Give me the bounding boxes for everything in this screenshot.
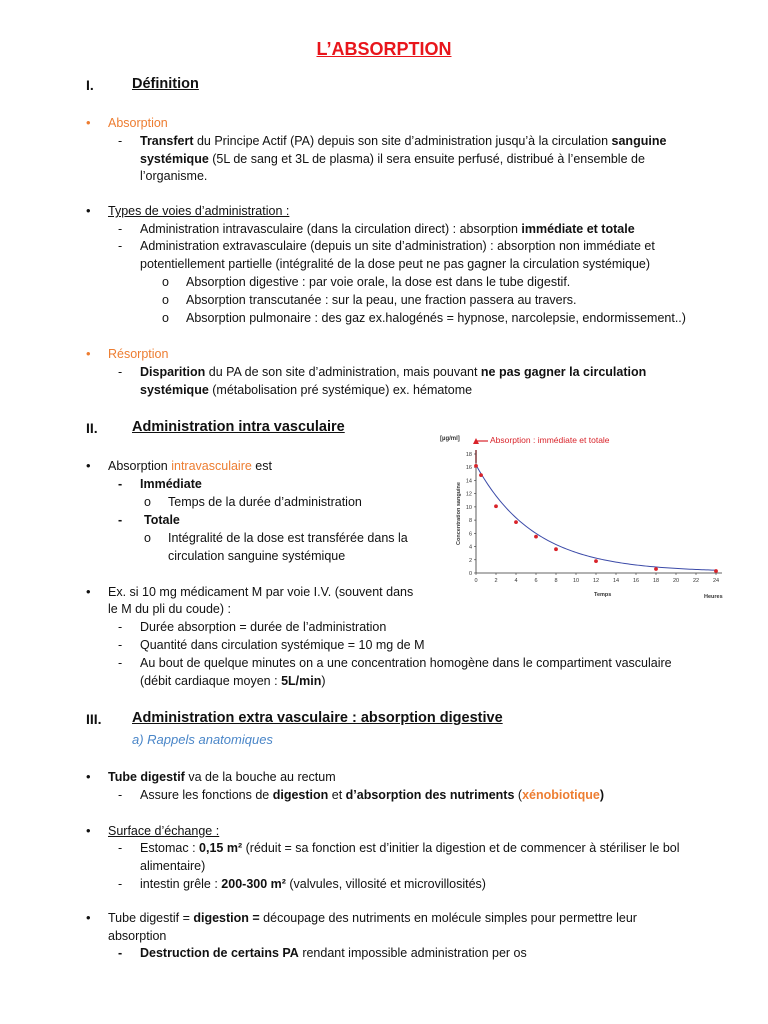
chart-x-tick-label: 0 [474,578,478,584]
td-line-1: Tube digestif = digestion = découpage des nutriments en molécule simples pour permettre leur [108,911,637,925]
sub-digestive: Absorption digestive : par voie orale, la dose est dans le tube digestif. [186,275,571,289]
chart-y-unit: [µg/ml] [440,436,460,442]
chart-x-tick-label: 16 [632,578,640,584]
page-title: L’ABSORPTION [316,39,452,59]
td-line-2: absorption [108,929,167,943]
bullet: • [86,458,91,473]
section-3-title: Administration extra vasculaire : absorption digestive [132,710,503,726]
dash: - [118,656,123,670]
immediate-label: Immédiate [140,477,202,491]
chart-x-tick-label: 12 [592,578,600,584]
circle-bullet: o [162,293,169,307]
totale-sub-1: Intégralité de la dose est transférée dans la [168,531,408,545]
dash: - [118,477,123,491]
intestin-line: intestin grêle : 200-300 m² (valvules, villosité et microvillosités) [140,877,486,891]
chart-y-tick-label: 0 [468,571,472,577]
chart-y-tick-label: 18 [465,452,472,458]
section-1-title: Définition [132,76,199,92]
chart-x-tick-label: 2 [494,578,498,584]
chart-x-tick-label: 22 [692,578,700,584]
estomac-line-1: Estomac : 0,15 m² (réduit = sa fonction est d’initier la digestion et de commencer à stériliser le bol [140,841,680,855]
chart-x-tick-label: 6 [534,578,538,584]
dash: - [118,134,123,148]
chart-title: Absorption : immédiate et totale [490,435,610,445]
chart-point [479,473,483,477]
chart-y-tick-label: 10 [465,504,472,511]
abs-line-1: Transfert du Principe Actif (PA) depuis son site d’administration jusqu’à la circulation sanguine [140,134,667,148]
circle-bullet: o [162,311,169,325]
section-2-title: Administration intra vasculaire [132,419,345,435]
chart-y-label: Concentration sanguine [456,482,462,545]
bullet-orange: • [86,346,91,361]
chart-y-tick-label: 16 [465,465,472,472]
bullet: • [86,584,91,599]
chart-y-tick-label: 6 [468,531,472,538]
chart-fit-curve [476,465,716,570]
sub-transcutanee: Absorption transcutanée : sur la peau, une fraction passera au travers. [186,293,577,307]
example-duree: Durée absorption = durée de l’administration [140,620,387,634]
abs-intravasc: Absorption intravasculaire est [108,459,272,473]
chart-point [594,559,598,563]
example-line-2: le M du pli du coude) : [108,602,231,616]
chart-point [514,520,518,524]
iv-line: Administration intravasculaire (dans la circulation direct) : absorption immédiate et totale [140,222,635,236]
destruction-line: Destruction de certains PA rendant impossible administration per os [140,946,527,960]
chart-y-tick-label: 4 [468,544,472,551]
chart-y-ticks [466,452,476,577]
chart-title-arrow [473,438,488,463]
bullet: • [86,910,91,925]
subsection-a: a) Rappels anatomiques [132,732,273,747]
dash: - [118,788,123,802]
dash: - [118,841,123,855]
chart-point [474,464,478,468]
example-quantite: Quantité dans circulation systémique = 10 mg de M [140,638,425,652]
chart-y-tick-label: 12 [465,491,472,498]
bullet: • [86,769,91,784]
section-3-number: III. [86,711,102,727]
chart-point [494,504,498,508]
ev-line-2: potentiellement partielle (intégralité de la dose peut ne pas gagner la circulation systémique) [140,257,651,271]
section-2-number: II. [86,420,98,436]
dash: - [118,638,123,652]
dash: - [118,222,123,236]
chart-y-tick-label: 2 [468,557,472,564]
chart-x-tick-label: 4 [514,578,518,584]
chart-x-tick-label: 24 [712,578,720,584]
chart-axes [476,450,722,573]
immediate-sub: Temps de la durée d’administration [168,495,362,509]
chart-y-tick-label: 14 [465,478,472,485]
chart-x-tick-label: 20 [672,578,680,584]
circle-bullet: o [144,495,151,509]
concentration-chart [436,432,732,600]
chart-x-tick-label: 10 [572,578,580,584]
chart-point [714,569,718,573]
res-line-1: Disparition du PA de son site d’administration, mais pouvant ne pas gagner la circulation [140,365,647,379]
dash: - [118,877,123,891]
bullet: • [86,823,91,838]
tube-fonctions: Assure les fonctions de digestion et d’absorption des nutriments (xénobiotique) [140,788,605,802]
estomac-line-2: alimentaire) [140,859,206,873]
chart-x-label: Temps [594,592,612,598]
chart-x-tick-label: 8 [554,578,558,584]
absorption-label: Absorption [108,116,168,130]
chart-x-tick-label: 18 [652,578,660,584]
bullet-orange: • [86,115,91,130]
types-label: Types de voies d’administration : [108,204,290,218]
chart-x-tick-label: 14 [612,578,620,584]
example-concentration-1: Au bout de quelque minutes on a une concentration homogène dans le compartiment vasculaire [140,656,672,670]
section-1-number: I. [86,77,94,93]
chart-points [474,464,718,573]
chart-x-unit: Heures [704,594,723,600]
dash: - [118,946,123,960]
resorption-label: Résorption [108,347,169,361]
example-concentration-2: (débit cardiaque moyen : 5L/min) [140,674,326,688]
dash: - [118,620,123,634]
circle-bullet: o [162,275,169,289]
sub-pulmonaire: Absorption pulmonaire : des gaz ex.halogénés = hypnose, narcolepsie, endormissement..) [186,311,686,325]
chart-x-ticks [474,573,719,584]
circle-bullet: o [144,531,151,545]
chart-point [554,547,558,551]
totale-label: Totale [144,513,180,527]
surface-label: Surface d’échange : [108,824,220,838]
chart-point [654,567,658,571]
bullet: • [86,203,91,218]
abs-line-2: systémique (5L de sang et 3L de plasma) il sera ensuite perfusé, distribué à l’ensemble de [140,152,645,166]
chart-point [534,535,538,539]
chart-y-tick-label: 8 [468,518,472,525]
dash: - [118,365,123,379]
res-line-2: systémique (métabolisation pré systémique) ex. hématome [140,383,473,397]
example-line-1: Ex. si 10 mg médicament M par voie I.V. (souvent dans [108,585,414,599]
totale-sub-2: circulation sanguine systémique [168,549,346,563]
tube-digestif-line: Tube digestif va de la bouche au rectum [108,770,336,784]
abs-line-3: l’organisme. [140,169,208,183]
ev-line-1: Administration extravasculaire (depuis un site d’administration) : absorption non immédiate et [140,239,655,253]
dash: - [118,513,123,527]
dash: - [118,239,123,253]
